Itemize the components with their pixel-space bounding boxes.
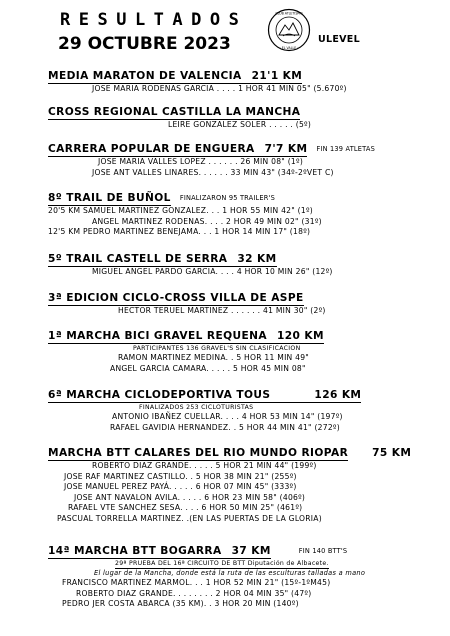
result-line: PASCUAL TORRELLA MARTINEZ. .(EN LAS PUERTAS DE LA GLORIA)	[57, 513, 322, 523]
race-heading	[48, 545, 450, 559]
result-line: FRANCISCO MARTINEZ MARMOL. . . 1 HOR 52 MIN 21" (15º-1ºM45)	[62, 578, 331, 587]
result-section	[0, 447, 450, 525]
race-heading	[48, 143, 450, 157]
race-heading	[48, 292, 450, 306]
race-distance: 21'1 KM	[251, 70, 303, 82]
race-distance: 126 KM	[314, 389, 362, 401]
result-section	[0, 106, 450, 131]
result-line: JOSE MARIA VALLES LOPEZ . . . . . . 26 MIN 08" (1º)	[98, 157, 304, 166]
race-name: 1ª MARCHA BICI GRAVEL REQUENA	[48, 330, 267, 342]
race-heading	[48, 389, 450, 403]
result-line: JOSE MANUEL PEREZ PAYÁ. . . . . 6 HOR 07 MIN 45" (333º)	[64, 482, 297, 492]
result-line: MIGUEL ANGEL PARDO GARCIA. . . . 4 HOR 10 MIN 26" (12º)	[92, 267, 333, 276]
result-line: LEIRE GONZALEZ SOLER . . . . . (5º)	[168, 120, 312, 129]
result-line: JOSE ANT NAVALON AVILA. . . . . 6 HOR 23 MIN 58" (406º)	[74, 492, 306, 502]
page-date: 29 OCTUBRE 2023	[58, 34, 231, 54]
race-heading	[48, 330, 450, 344]
race-distance: 7'7 KM	[264, 143, 308, 155]
race-name: MARCHA BTT CALARES DEL RIO MUNDO RIOPAR	[48, 447, 349, 459]
race-heading	[48, 447, 450, 461]
race-name: MEDIA MARATON DE VALENCIA	[48, 70, 242, 82]
svg-text:CLUB ATLETISMO: CLUB ATLETISMO	[275, 11, 303, 16]
page-title: RESULTADOS	[60, 10, 248, 30]
result-line: ANTONIO IBAÑEZ CUELLAR. . . . 4 HOR 53 MIN 14" (197º)	[112, 412, 343, 421]
race-name: 5º TRAIL CASTELL DE SERRA	[48, 253, 228, 265]
club-logo-seal	[267, 8, 311, 52]
result-line: RAMON MARTINEZ MEDINA. . 5 HOR 11 MIN 49"	[118, 353, 310, 362]
result-line: ROBERTO DIAZ GRANDE. . . . . . . . 2 HOR 04 MIN 35" (47º)	[76, 588, 312, 598]
race-distance: 37 KM	[231, 545, 271, 557]
race-name: CROSS REGIONAL CASTILLA LA MANCHA	[48, 106, 301, 118]
race-heading	[48, 192, 450, 206]
result-section	[0, 143, 450, 178]
race-name: 14ª MARCHA BTT BOGARRA	[48, 545, 222, 557]
race-name: 6ª MARCHA CICLODEPORTIVA TOUS	[48, 389, 271, 401]
result-line: JOSE MARIA RODENAS GARCIA . . . . 1 HOR 41 MIN 05" (5.670º)	[92, 84, 347, 93]
result-line: 20'5 KM SAMUEL MARTINEZ GONZALEZ. . . 1 HOR 55 MIN 42" (1º)	[48, 206, 313, 215]
race-finishers-note: FIN 139 ATLETAS	[316, 145, 375, 153]
result-line: RAFAEL VTE SANCHEZ SESA. . . . 6 HOR 50 MIN 25" (461º)	[68, 503, 303, 513]
race-participants-note: PARTICIPANTES 136 GRAVEL'S SIN CLASIFICACION	[133, 345, 301, 352]
race-name: 3ª EDICION CICLO-CROSS VILLA DE ASPE	[48, 292, 304, 304]
result-line: JOSE RAF MARTINEZ CASTILLO. . 5 HOR 38 MIN 21" (255º)	[64, 471, 297, 481]
race-finishers-note: FINALIZARON 95 TRAILER'S	[179, 194, 275, 202]
race-heading	[48, 106, 450, 120]
result-line: PEDRO JER COSTA ABARCA (35 KM). . 3 HOR 20 MIN (140º)	[62, 599, 299, 609]
brand-wordmark: ULEVEL	[318, 34, 360, 45]
race-route-note: El lugar de la Mancha, donde está la ruta de las esculturas talladas a mano	[94, 569, 366, 577]
race-circuit-note: 29ª PRUEBA DEL 16ª CIRCUITO DE BTT Diputación de Albacete.	[115, 560, 329, 567]
result-line: RAFAEL GAVIDIA HERNANDEZ. . 5 HOR 44 MIN 41" (272º)	[110, 422, 340, 432]
result-line: ANGEL GARCIA CAMARA. . . . . 5 HOR 45 MIN 08"	[110, 363, 306, 373]
result-section	[0, 389, 450, 433]
svg-text:· EL VALLE ·: · EL VALLE ·	[279, 46, 299, 50]
result-line: 12'5 KM PEDRO MARTINEZ BENEJAMA. . . 1 HOR 14 MIN 17" (18º)	[48, 227, 311, 237]
result-section	[0, 70, 450, 95]
race-distance: 120 KM	[277, 330, 324, 342]
result-section	[0, 545, 450, 610]
result-section	[0, 330, 450, 374]
race-heading	[48, 253, 450, 267]
race-participants-note: FINALIZADOS 253 CICLOTURISTAS	[139, 404, 254, 411]
result-line: ROBERTO DIAZ GRANDE. . . . . 5 HOR 21 MIN 44" (199º)	[92, 461, 317, 470]
race-name: 8º TRAIL DE BUÑOL	[48, 192, 171, 204]
result-line: JOSE ANT VALLES LINARES. . . . . . 33 MIN 43" (34º-2ºVET C)	[92, 167, 334, 177]
race-heading	[48, 70, 450, 84]
result-section	[0, 253, 450, 278]
result-line: HECTOR TERUEL MARTINEZ . . . . . . 41 MIN 30" (2º)	[118, 306, 326, 315]
race-name: CARRERA POPULAR DE ENGUERA	[48, 143, 255, 155]
race-distance: 32 KM	[237, 253, 277, 265]
result-section	[0, 192, 450, 238]
race-distance: 75 KM	[372, 447, 412, 459]
result-section	[0, 292, 450, 317]
result-line: ANGEL MARTINEZ RODENAS. . . . 2 HOR 49 MIN 02" (31º)	[92, 216, 322, 226]
race-finishers-note: FIN 140 BTT'S	[298, 547, 348, 555]
